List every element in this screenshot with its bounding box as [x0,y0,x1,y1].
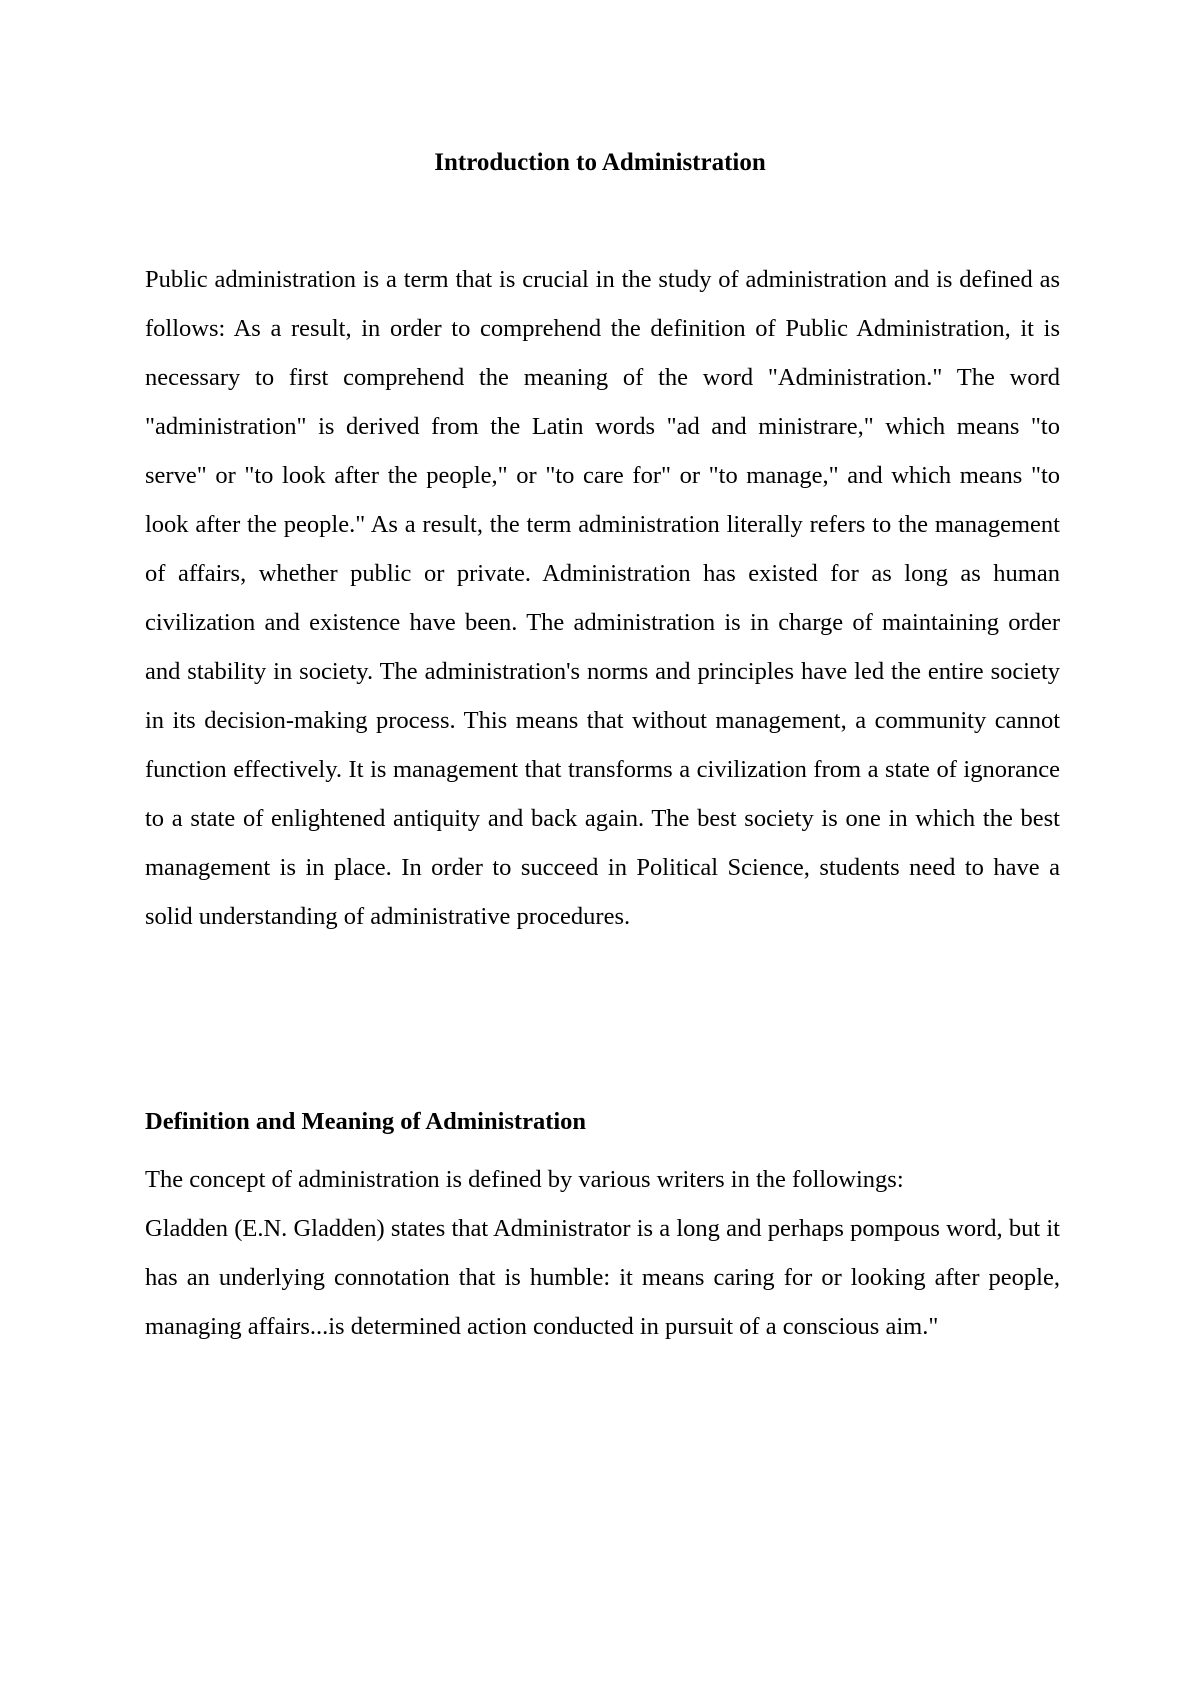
page-title: Introduction to Administration [434,149,766,176]
intro-paragraph: Public administration is a term that is crucial in the study of administration and is defined as follows: As a result, in order to comprehend the definition of Public Administration, it is necessary to first comprehend the meaning of the word "Administration." The word "administration" is derived from the Latin words "ad and ministrare," which means "to serve" or "to look after the people," or "to care for" or "to manage," and which means "to look after the people." As a result, the term administration literally refers to the management of affairs, whether public or private. Administration has existed for as long as human civilization and existence have been. The administration is in charge of maintaining order and stability in society. The administration's norms and principles have led the entire society in its decision-making process. This means that without management, a community cannot function effectively. It is management that transforms a civilization from a state of ignorance to a state of enlightened antiquity and back again. The best society is one in which the best management is in place. In order to succeed in Political Science, students need to have a solid understanding of administrative procedures. [145,266,1060,930]
section-heading: Definition and Meaning of Administration [145,1108,587,1135]
gladden-paragraph: Gladden (E.N. Gladden) states that Administrator is a long and perhaps pompous word, but it has an underlying connotation that is humble: it means caring for or looking after people, managing affairs...is determined action conducted in pursuit of a conscious aim." [145,1215,1060,1340]
concept-paragraph: The concept of administration is defined by various writers in the followings: [145,1166,904,1193]
